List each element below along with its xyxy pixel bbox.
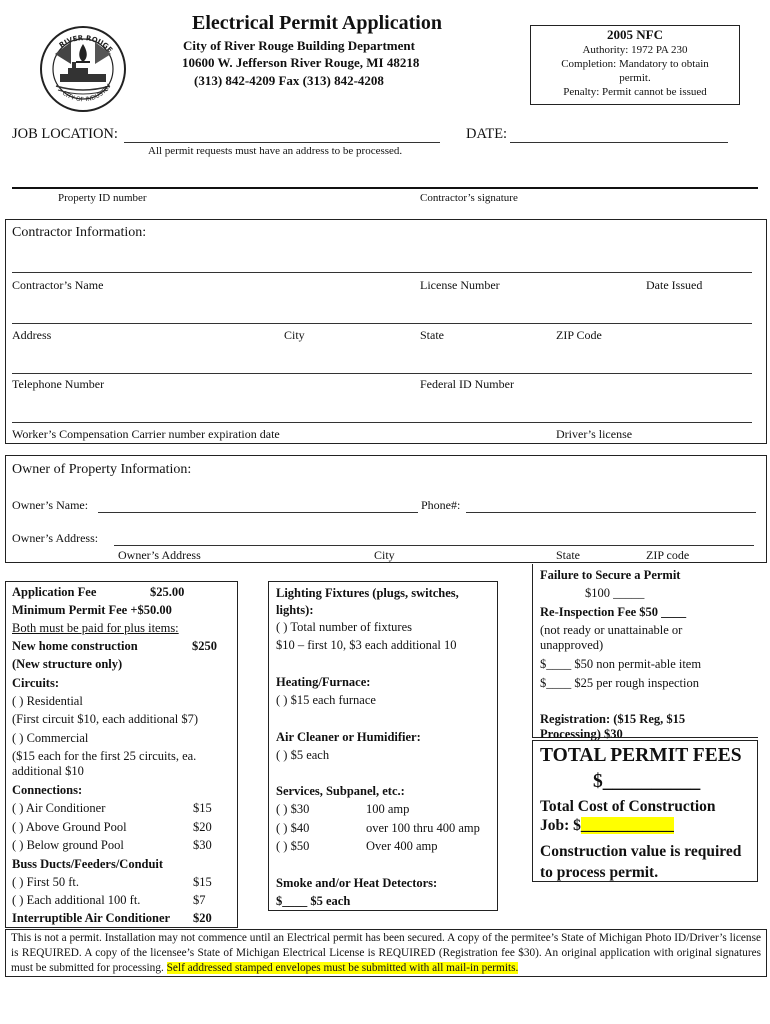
construction-value-note: Construction value is required to process permit. <box>540 843 742 881</box>
contractor-info-heading: Contractor Information: <box>12 225 147 240</box>
smoke-detectors-heading: Smoke and/or Heat Detectors: <box>276 876 438 890</box>
failure-to-secure-heading: Failure to Secure a Permit <box>540 568 681 582</box>
above-ground-pool-fee: $20 <box>193 820 212 834</box>
registration-fee: Registration: ($15 Reg, $15 Processing) $30 <box>540 712 686 741</box>
total-cost-job-prefix: Job: $ <box>540 817 581 834</box>
license-number-label: License Number <box>420 278 500 292</box>
department-phone: (313) 842-4209 Fax (313) 842-4208 <box>194 73 384 88</box>
new-home-value: $250 <box>192 639 217 653</box>
interruptible-ac-label: Interruptible Air Conditioner <box>12 911 171 925</box>
footer-notice <box>11 931 761 976</box>
contractor-name-label: Contractor’s Name <box>12 278 104 292</box>
first-50ft-checkbox[interactable]: ( ) First 50 ft. <box>12 875 80 889</box>
additional-100ft-checkbox[interactable]: ( ) Each additional 100 ft. <box>12 893 141 907</box>
above-ground-pool-checkbox[interactable]: ( ) Above Ground Pool <box>12 820 127 834</box>
nfc-box <box>530 25 740 105</box>
contractor-address-label: Address <box>12 328 52 342</box>
rough-inspection-fee[interactable]: $____ $25 per rough inspection <box>540 676 700 690</box>
total-permit-fees-label: TOTAL PERMIT FEES <box>540 745 742 766</box>
lighting-fee-note: $10 – first 10, $3 each additional 10 <box>276 638 457 652</box>
reinspection-heading[interactable]: Re-Inspection Fee $50 ____ <box>540 605 687 619</box>
air-cleaner-checkbox[interactable]: ( ) $5 each <box>276 748 330 762</box>
city-seal-logo <box>38 14 128 124</box>
total-cost-job-field[interactable]: ____________ <box>580 817 674 834</box>
first-50ft-fee: $15 <box>193 875 212 889</box>
owner-state-sublabel: State <box>556 548 580 562</box>
additional-100ft-fee: $7 <box>193 893 206 907</box>
services-heading: Services, Subpanel, etc.: <box>276 784 405 798</box>
owner-name-label: Owner’s Name: <box>12 498 89 512</box>
application-fee-label: Application Fee <box>12 585 97 599</box>
property-id-label: Property ID number <box>58 192 147 204</box>
failure-fee-value[interactable]: $100 _____ <box>585 586 645 600</box>
furnace-checkbox[interactable]: ( ) $15 each furnace <box>276 693 376 707</box>
residential-note: (First circuit $10, each additional $7) <box>12 712 199 726</box>
interruptible-ac-fee: $20 <box>193 911 212 925</box>
contractor-signature-label: Contractor’s signature <box>420 192 518 204</box>
application-fee-value: $25.00 <box>150 585 185 599</box>
air-cleaner-heading: Air Cleaner or Humidifier: <box>276 730 421 744</box>
date-field[interactable] <box>510 142 728 143</box>
both-must-be-paid: Both must be paid for plus items: <box>12 621 179 635</box>
lighting-heading: Lighting Fixtures (plugs, switches, lights): <box>276 586 459 617</box>
owner-city-sublabel: City <box>374 548 395 562</box>
contractor-name-field[interactable] <box>12 272 752 273</box>
owner-address-sublabel: Owner’s Address <box>118 548 201 562</box>
job-location-field[interactable] <box>124 142 440 143</box>
date-label: DATE: <box>466 126 508 142</box>
nfc-authority: Authority: 1972 PA 230 <box>582 44 688 56</box>
service-40-checkbox[interactable]: ( ) $40 <box>276 821 310 835</box>
department-name: City of River Rouge Building Department <box>183 38 415 53</box>
lighting-fixtures-checkbox[interactable]: ( ) Total number of fixtures <box>276 620 413 634</box>
owner-zip-sublabel: ZIP code <box>646 548 690 562</box>
circuits-heading: Circuits: <box>12 676 59 690</box>
nfc-penalty: Penalty: Permit cannot be issued <box>563 86 707 98</box>
telephone-field[interactable] <box>12 373 752 374</box>
nfc-title: 2005 NFC <box>607 27 663 42</box>
air-conditioner-fee: $15 <box>193 801 212 815</box>
page-title: Electrical Permit Application <box>192 12 442 34</box>
owner-info-heading: Owner of Property Information: <box>12 462 192 477</box>
minimum-permit-fee: Minimum Permit Fee +$50.00 <box>12 603 172 617</box>
svg-text:RIVER ROUGE: RIVER ROUGE <box>57 34 114 55</box>
reinspection-note: (not ready or unattainable or unapproved) <box>540 623 683 652</box>
property-id-field[interactable] <box>12 187 358 189</box>
contractor-zip-label: ZIP Code <box>556 328 602 342</box>
federal-id-label: Federal ID Number <box>420 377 514 391</box>
workers-comp-label: Worker’s Compensation Carrier number expiration date <box>12 427 280 441</box>
svg-text:CITY OF INDUSTRY: CITY OF INDUSTRY <box>60 83 113 104</box>
owner-name-field[interactable] <box>98 512 418 513</box>
commercial-checkbox[interactable]: ( ) Commercial <box>12 731 89 745</box>
air-conditioner-checkbox[interactable]: ( ) Air Conditioner <box>12 801 106 815</box>
workers-comp-field[interactable] <box>12 422 752 423</box>
total-permit-fees-value[interactable]: $__________ <box>593 771 701 792</box>
job-location-label: JOB LOCATION: <box>12 126 118 142</box>
owner-phone-label: Phone#: <box>421 498 461 512</box>
contractor-state-label: State <box>420 328 444 342</box>
owner-address-label: Owner’s Address: <box>12 531 99 545</box>
new-structure-note: (New structure only) <box>12 657 123 671</box>
contractor-address-field[interactable] <box>12 323 752 324</box>
connections-heading: Connections: <box>12 783 83 797</box>
footer-notice-highlight: Self addressed stamped envelopes must be submitted with all mail-in permits. <box>166 962 519 974</box>
service-50-checkbox[interactable]: ( ) $50 <box>276 839 310 853</box>
telephone-label: Telephone Number <box>12 377 105 391</box>
total-cost-job-label <box>540 817 674 835</box>
service-40-desc: over 100 thru 400 amp <box>366 821 480 835</box>
contractor-city-label: City <box>284 328 305 342</box>
address-required-note: All permit requests must have an address to be processed. <box>148 145 403 157</box>
buss-ducts-heading: Buss Ducts/Feeders/Conduit <box>12 857 164 871</box>
service-30-checkbox[interactable]: ( ) $30 <box>276 802 310 816</box>
service-30-desc: 100 amp <box>366 802 410 816</box>
below-ground-pool-checkbox[interactable]: ( ) Below ground Pool <box>12 838 124 852</box>
drivers-license-label: Driver’s license <box>556 427 633 441</box>
contractor-signature-field[interactable] <box>358 187 758 189</box>
heating-heading: Heating/Furnace: <box>276 675 371 689</box>
department-address: 10600 W. Jefferson River Rouge, MI 48218 <box>182 55 420 70</box>
residential-checkbox[interactable]: ( ) Residential <box>12 694 83 708</box>
contractor-info-section <box>5 219 767 444</box>
date-issued-label: Date Issued <box>646 278 703 292</box>
service-50-desc: Over 400 amp <box>366 839 438 853</box>
non-permitable-fee[interactable]: $____ $50 non permit-able item <box>540 657 702 671</box>
commercial-note: ($15 each for the first 25 circuits, ea. additional $10 <box>12 749 197 778</box>
owner-address-field[interactable] <box>114 545 754 546</box>
new-home-label: New home construction <box>12 639 138 653</box>
nfc-completion: Completion: Mandatory to obtain permit. <box>561 58 709 84</box>
total-cost-label: Total Cost of Construction <box>540 798 716 815</box>
owner-phone-field[interactable] <box>466 512 756 513</box>
footer-notice-text: This is not a permit. Installation may not commence until an Electrical permit has been secured. A copy of the permitee’s State of Michigan Photo ID/Driver’s license is REQUIRED. A copy of the licensee’s State of Michigan Electrical License is REQUIRED (Registration fee $30). An original application with original signatures must be submitted for processing. <box>11 932 761 974</box>
smoke-detectors-fee[interactable]: $____ $5 each <box>276 894 351 908</box>
below-ground-pool-fee: $30 <box>193 838 212 852</box>
